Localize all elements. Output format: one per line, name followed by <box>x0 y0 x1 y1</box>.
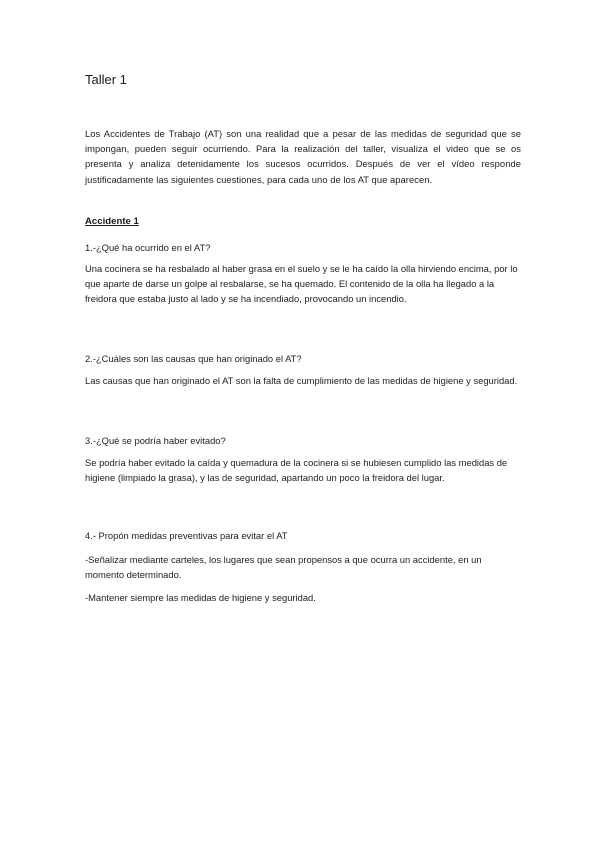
question-1: 1.-¿Qué ha ocurrido en el AT? <box>85 242 211 253</box>
answer-4-item-2: -Mantener siempre las medidas de higiene y seguridad. <box>85 592 316 603</box>
section-heading: Accidente 1 <box>85 216 139 227</box>
question-2: 2.-¿Cuáles son las causas que han originado el AT? <box>85 353 302 364</box>
document-title: Taller 1 <box>85 72 127 87</box>
answer-3: Se podría haber evitado la caída y quemadura de la cocinera si se hubiesen cumplido las medidas de higiene (limpiado la grasa), y las de seguridad, apartando un poco la freidora del lugar. <box>85 457 508 484</box>
answer-1: Una cocinera se ha resbalado al haber grasa en el suelo y se le ha caído la olla hirviendo encima, por lo que aparte de darse un golpe al resbalarse, se ha quemado. El contenido de la olla ha llegado a la freidora que estaba justo al lado y se ha incendiado, provocando un incendio. <box>85 263 518 305</box>
intro-paragraph: Los Accidentes de Trabajo (AT) son una realidad que a pesar de las medidas de seguridad que se impongan, pueden seguir ocurriendo. Para la realización del taller, visualiza el video que se os presenta y analiza detenidamente los sucesos ocurridos. Después de ver el vídeo responde justificadamente las siguientes cuestiones, para cada uno de los AT que aparecen. <box>85 128 521 185</box>
answer-2: Las causas que han originado el AT son la falta de cumplimiento de las medidas de higiene y seguridad. <box>85 375 518 386</box>
answer-4-item-1: -Señalizar mediante carteles, los lugares que sean propensos a que ocurra un accidente, en un momento determinado. <box>85 554 482 581</box>
question-3: 3.-¿Qué se podría haber evitado? <box>85 435 226 446</box>
question-4: 4.- Propón medidas preventivas para evitar el AT <box>85 530 288 541</box>
